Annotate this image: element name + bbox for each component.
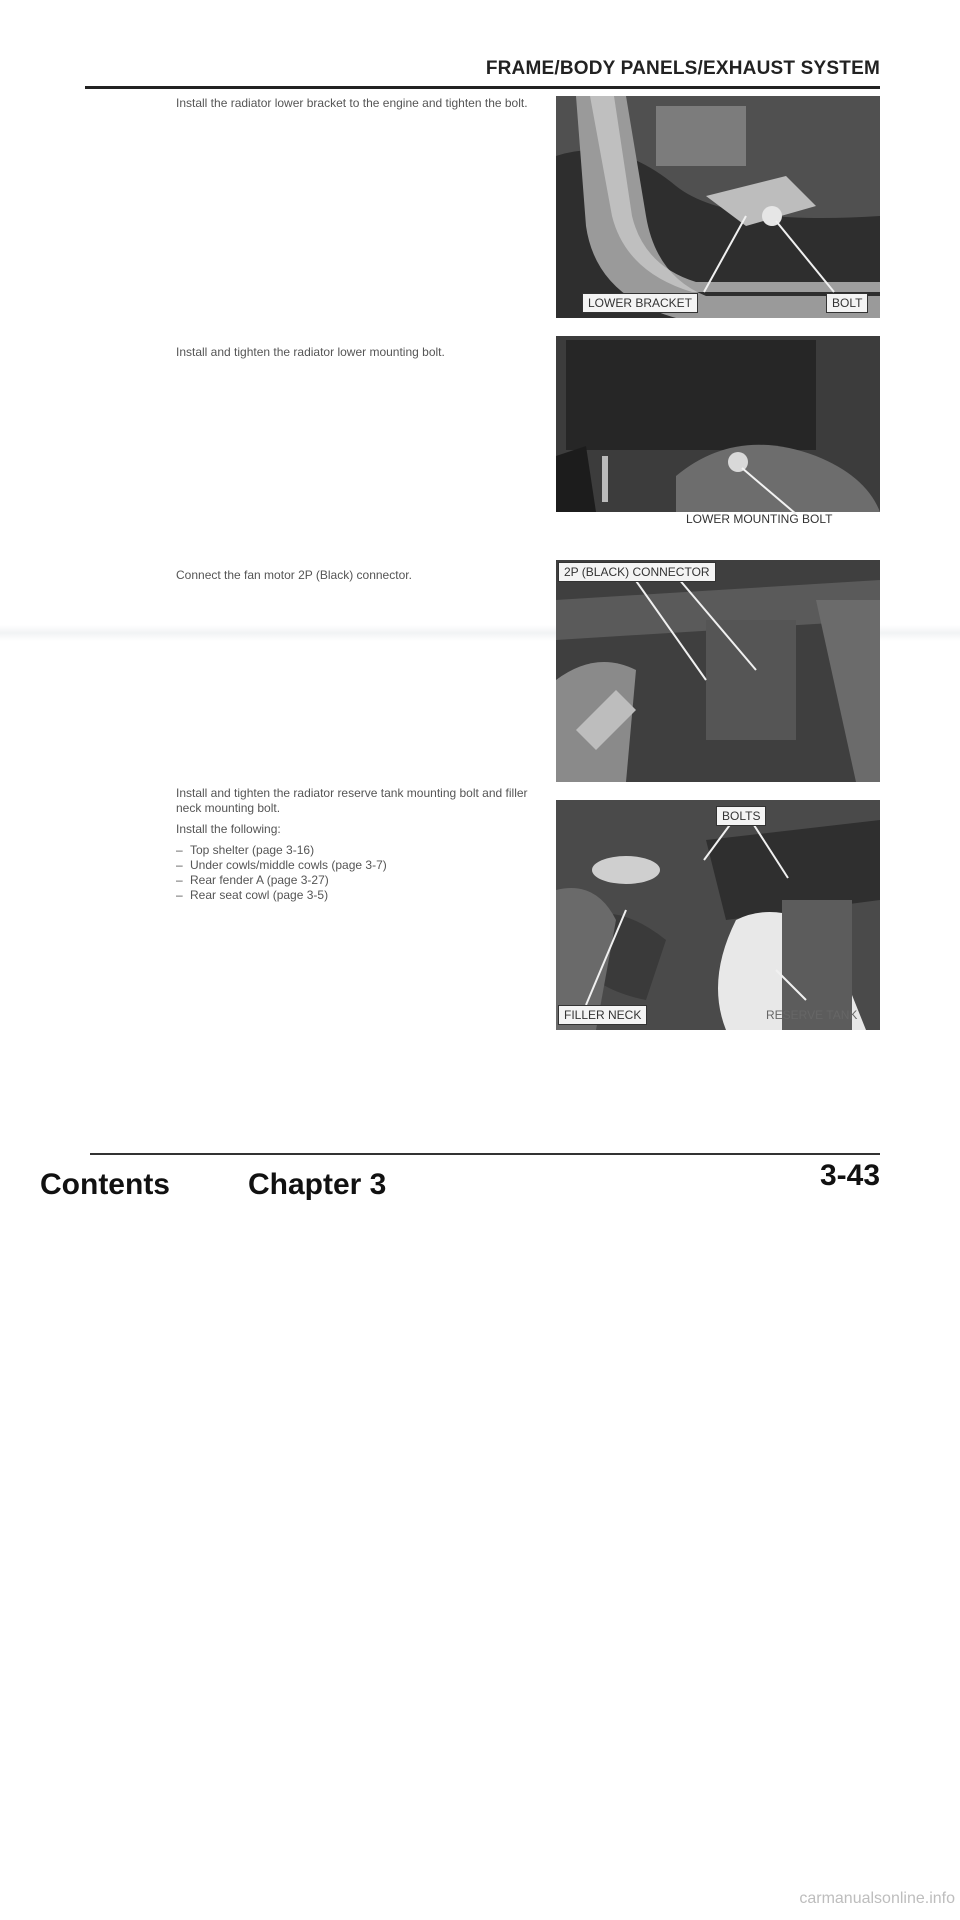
step-2-instruction	[176, 345, 546, 366]
label-bolt: BOLT	[826, 293, 868, 313]
step-2-text: Install and tighten the radiator lower mounting bolt.	[176, 345, 445, 359]
label-lower-mounting-bolt: LOWER MOUNTING BOLT	[686, 512, 833, 526]
list-item: – Under cowls/middle cowls (page 3-7)	[176, 858, 546, 873]
label-reserve-tank: RESERVE TANK	[766, 1008, 858, 1022]
photo-lower-bracket	[556, 96, 880, 318]
step-3-instruction	[176, 568, 546, 589]
list-item: – Rear seat cowl (page 3-5)	[176, 888, 546, 903]
photo-reserve-tank	[556, 800, 880, 1030]
step-1-instruction	[176, 96, 546, 117]
step-1-text: Install the radiator lower bracket to the engine and tighten the bolt.	[176, 96, 528, 110]
label-bolts: BOLTS	[716, 806, 766, 826]
footer-rule	[90, 1153, 880, 1155]
watermark-text: carmanualsonline.info	[799, 1890, 955, 1907]
header-rule	[85, 86, 880, 89]
list-item: – Rear fender A (page 3-27)	[176, 873, 546, 888]
step-3-text: Connect the fan motor 2P (Black) connector.	[176, 568, 412, 582]
photo-2p-connector	[556, 560, 880, 782]
list-item: – Top shelter (page 3-16)	[176, 843, 546, 858]
photo-lower-mounting-bolt	[556, 336, 880, 530]
contents-link[interactable]: Contents	[40, 1168, 170, 1201]
page-number: 3-43	[819, 1159, 880, 1192]
section-title: FRAME/BODY PANELS/EXHAUST SYSTEM	[485, 58, 880, 79]
label-lower-bracket: LOWER BRACKET	[582, 293, 698, 313]
step-4-instruction	[176, 786, 546, 903]
step-4-subtext: Install the following:	[176, 822, 281, 836]
chapter-link[interactable]: Chapter 3	[248, 1168, 387, 1201]
label-2p-connector: 2P (BLACK) CONNECTOR	[558, 562, 716, 582]
label-filler-neck: FILLER NECK	[558, 1005, 647, 1025]
parts-list	[176, 843, 546, 903]
step-4-text: Install and tighten the radiator reserve tank mounting bolt and filler neck mounting bolt.	[176, 786, 528, 815]
